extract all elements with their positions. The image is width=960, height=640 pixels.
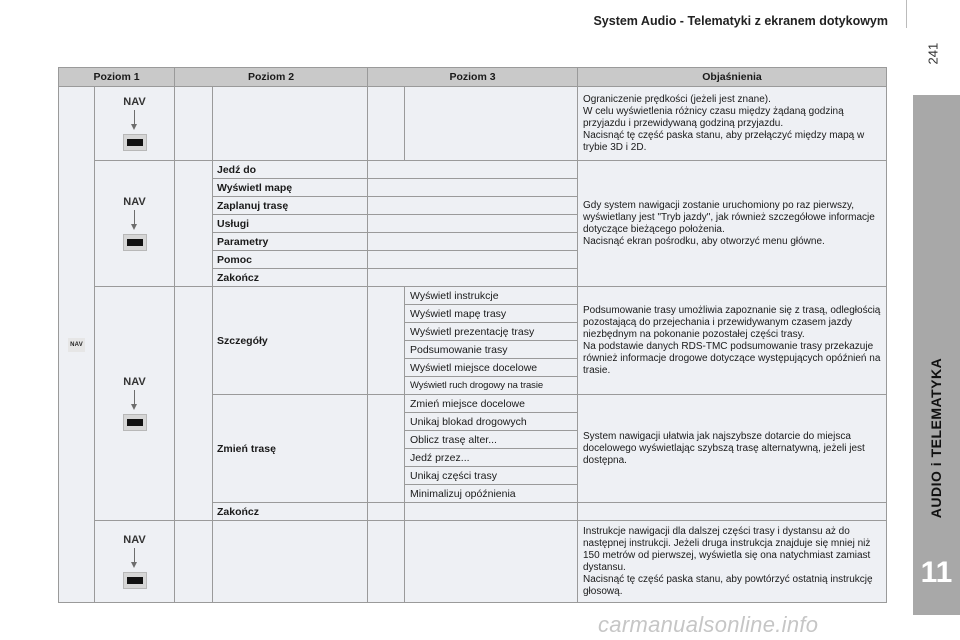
nav-label: NAV xyxy=(123,534,146,546)
menu-item: Wyświetl mapę xyxy=(213,179,368,197)
table-row xyxy=(59,521,887,603)
submenu-item: Unikaj części trasy xyxy=(405,467,578,485)
arrow-down-icon xyxy=(134,390,135,408)
submenu-item: Wyświetl instrukcje xyxy=(405,287,578,305)
description: Podsumowanie trasy umożliwia zapoznanie się z trasą, odległością pozostającą do przejechania i przewidywanym czasem jazdy niezbędnym na pokonanie pozostałej części trasy. Na podstawie danych RDS-TMC podsumowanie trasy przekazuje również informacje drogowe dotyczące występujących opóźnień na trasie. xyxy=(578,287,887,395)
nav-step xyxy=(95,376,174,431)
menu-item: Parametry xyxy=(213,233,368,251)
level1-nav-cell xyxy=(59,87,95,603)
screen-icon xyxy=(123,234,147,251)
menu-item: Zakończ xyxy=(213,269,368,287)
screen-icon xyxy=(123,134,147,151)
arrow-down-icon xyxy=(134,110,135,128)
arrow-down-icon xyxy=(134,210,135,228)
menu-item: Zakończ xyxy=(213,503,368,521)
side-section-title-text: AUDIO i TELEMATYKA xyxy=(928,357,944,519)
submenu-item: Minimalizuj opóźnienia xyxy=(405,485,578,503)
nav-step xyxy=(95,96,174,151)
nav-step-cell xyxy=(95,287,175,521)
header-level-1: Poziom 1 xyxy=(59,68,175,87)
submenu-item: Wyświetl miejsce docelowe xyxy=(405,359,578,377)
submenu-item: Oblicz trasę alter... xyxy=(405,431,578,449)
description: Ograniczenie prędkości (jeżeli jest znane). W celu wyświetlenia różnicy czasu między żądaną godziną przyjazdu i przewidywaną godziną przyjazdu. Nacisnąć tę część paska stanu, aby przełączyć między mapą w trybie 3D i 2D. xyxy=(578,87,887,161)
side-section-title xyxy=(928,357,944,519)
menu-item: Usługi xyxy=(213,215,368,233)
menu-item: Jedź do xyxy=(213,161,368,179)
table-row xyxy=(59,87,887,161)
submenu-item: Wyświetl mapę trasy xyxy=(405,305,578,323)
nav-tiny-icon: NAV xyxy=(68,338,85,352)
nav-label: NAV xyxy=(123,196,146,208)
screen-icon xyxy=(123,414,147,431)
menu-item: Pomoc xyxy=(213,251,368,269)
nav-step-cell xyxy=(95,521,175,603)
page-header-title: System Audio - Telematyki z ekranem dotykowym xyxy=(593,14,888,28)
table-header-row xyxy=(59,68,887,87)
watermark: carmanualsonline.info xyxy=(598,612,819,637)
description: Gdy system nawigacji zostanie uruchomiony po raz pierwszy, wyświetlany jest "Tryb jazdy", jak również szczegółowe informacje dotyczące bieżącego położenia. Nacisnąć ekran pośrodku, aby otworzyć menu główne. xyxy=(578,161,887,287)
menu-group-label: Szczegóły xyxy=(213,287,368,395)
header-explanation: Objaśnienia xyxy=(578,68,887,87)
menu-group-label: Zmień trasę xyxy=(213,395,368,503)
header-level-2: Poziom 2 xyxy=(175,68,368,87)
menu-item: Zaplanuj trasę xyxy=(213,197,368,215)
submenu-item: Podsumowanie trasy xyxy=(405,341,578,359)
submenu-item: Wyświetl ruch drogowy na trasie xyxy=(405,377,578,395)
screen-icon xyxy=(123,572,147,589)
nav-step xyxy=(95,196,174,251)
description: System nawigacji ułatwia jak najszybsze dotarcie do miejsca docelowego wyświetlając szybszą trasę alternatywną, jeżeli jest dostępna. xyxy=(578,395,887,503)
submenu-item: Wyświetl prezentację trasy xyxy=(405,323,578,341)
description: Instrukcje nawigacji dla dalszej części trasy i dystansu aż do następnej instrukcji. Jeżeli druga instrukcja znajduje się mniej niż 150 metrów od pierwszej, wyświetla się ona natychmiast zamiast dystansu. Nacisnąć tę część paska stanu, aby powtórzyć ostatnią instrukcję głosową. xyxy=(578,521,887,603)
nav-label: NAV xyxy=(123,96,146,108)
submenu-item: Jedź przez... xyxy=(405,449,578,467)
nav-step xyxy=(95,534,174,589)
table-row xyxy=(59,287,887,305)
table-row xyxy=(59,161,887,179)
chapter-number: 11 xyxy=(920,556,953,589)
arrow-down-icon xyxy=(134,548,135,566)
submenu-item: Zmień miejsce docelowe xyxy=(405,395,578,413)
navigation-menu-table xyxy=(58,67,887,603)
nav-step-cell xyxy=(95,87,175,161)
nav-step-cell xyxy=(95,161,175,287)
header-level-3: Poziom 3 xyxy=(368,68,578,87)
page-number: 241 xyxy=(925,42,941,65)
header-divider xyxy=(906,0,907,28)
submenu-item: Unikaj blokad drogowych xyxy=(405,413,578,431)
nav-label: NAV xyxy=(123,376,146,388)
